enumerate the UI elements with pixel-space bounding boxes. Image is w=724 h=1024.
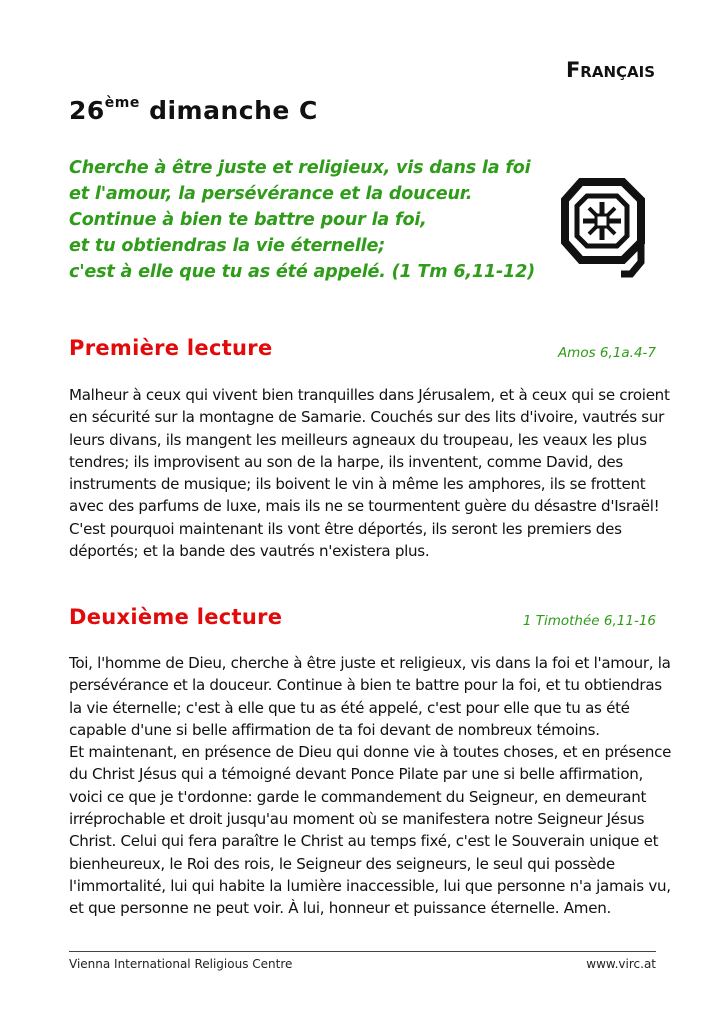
reading1-title: Première lecture [69,336,273,360]
text-line: et que personne ne peut voir. À lui, honneur et puissance éternelle. Amen. [69,899,611,918]
reading2-title: Deuxième lecture [69,605,283,629]
footer-website: www.virc.at [586,957,656,971]
text-line: avec des parfums de luxe, mais ils ne se tourmentent guère du désastre d'Israël! [69,497,660,516]
text-line: déportés; et la bande des vautrés n'existera plus. [69,542,430,561]
motto-quote [69,155,539,285]
text-line: bienheureux, le Roi des rois, le Seigneur des seigneurs, le seul qui possède [69,854,615,873]
text-line: Et maintenant, en présence de Dieu qui donne vie à toutes choses, et en présence [69,743,672,762]
text-line: irréprochable et droit jusqu'au moment où se manifestera notre Seigneur Jésus [69,810,645,829]
virc-emblem-icon [561,178,647,278]
motto-line: Continue à bien te battre pour la foi, [69,210,427,230]
text-line: capable d'une si belle affirmation de ta foi devant de nombreux témoins. [69,720,600,739]
text-line: voici ce que je t'ordonne: garde le commandement du Seigneur, en demeurant [69,787,647,806]
text-line: persévérance et la douceur. Continue à bien te battre pour la foi, et tu obtiendras [69,676,662,695]
text-line: la vie éternelle; c'est à elle que tu as été appelé, c'est pour elle que tu as été [69,698,630,717]
reading2-text [69,652,672,920]
text-line: leurs divans, ils mangent les meilleurs agneaux du troupeau, les veaux les plus [69,430,647,449]
text-line: l'immortalité, lui qui habite la lumière inaccessible, lui que personne n'a jamais vu, [69,876,671,895]
reading2-reference: 1 Timothée 6,11-16 [522,613,656,629]
language-label: Français [565,58,655,82]
text-line: tendres; ils improvisent au son de la harpe, ils inventent, comme David, des [69,452,623,471]
title-number: 26 [69,96,105,125]
text-line: Malheur à ceux qui vivent bien tranquilles dans Jérusalem, et à ceux qui se croient [69,386,670,404]
title-suffix: ème [104,94,140,111]
footer-organization: Vienna International Religious Centre [69,957,293,971]
text-line: C'est pourquoi maintenant ils vont être déportés, ils seront les premiers des [69,519,622,538]
text-line: en sécurité sur la montagne de Samarie. Couchés sur des lits d'ivoire, vautrés sur [69,408,665,427]
text-line: instruments de musique; ils boivent le vin à même les amphores, ils se frottent [69,475,646,494]
motto-line: Cherche à être juste et religieux, vis dans la foi [69,158,531,178]
motto-line: c'est à elle que tu as été appelé. (1 Tm 6,11-12) [69,262,535,282]
text-line: Christ. Celui qui fera paraître le Christ au temps fixé, c'est le Souverain unique et [69,832,659,851]
text-line: du Christ Jésus qui a témoigné devant Ponce Pilate par une si belle affirmation, [69,765,644,784]
motto-line: et l'amour, la persévérance et la douceur. [69,184,473,204]
page-title [69,96,318,125]
motto-line: et tu obtiendras la vie éternelle; [69,236,386,256]
reading1-text [69,384,669,562]
reading1-reference: Amos 6,1a.4-7 [557,345,656,361]
title-rest: dimanche C [139,96,318,125]
text-line: Toi, l'homme de Dieu, cherche à être juste et religieux, vis dans la foi et l'amour, la [69,654,671,672]
footer-divider [69,951,656,952]
